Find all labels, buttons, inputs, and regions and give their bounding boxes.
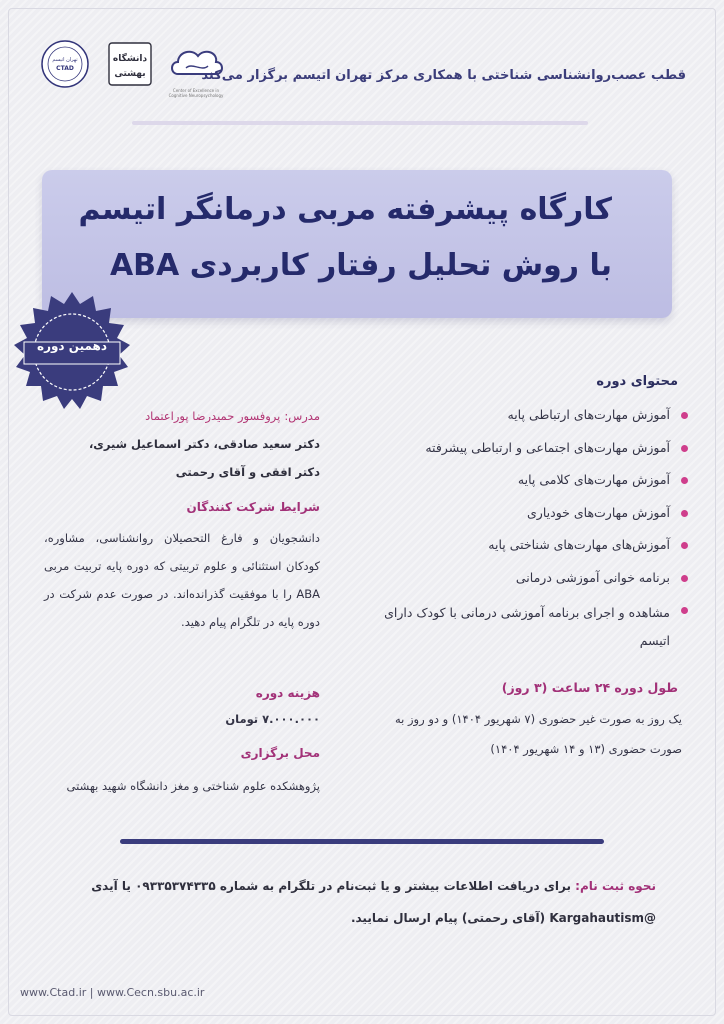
teacher-main: پروفسور حمیدرضا پوراعتماد: [145, 409, 281, 423]
conditions-heading: شرایط شرکت کنندگان: [186, 500, 320, 514]
teacher-line-3: دکتر افقی و آقای رحمتی: [175, 465, 320, 479]
course-item-text: آموزش مهارت‌های اجتماعی و ارتباطی پیشرفته: [425, 439, 670, 455]
title-band: [42, 170, 672, 318]
teacher-block: [44, 402, 320, 486]
bullet-dot-icon: [681, 542, 688, 549]
cecn-logo-caption: Center of Excellence in Cognitive Neuropsychology: [168, 88, 224, 98]
teacher-line-2: دکتر سعید صادقی، دکتر اسماعیل شیری،: [88, 437, 320, 451]
course-item-text: آموزش مهارت‌های ارتباطی پایه: [507, 407, 670, 422]
workshop-title-line-1: کارگاه پیشرفته مربی درمانگر اتیسم: [78, 192, 612, 227]
venue-heading: محل برگزاری: [240, 746, 320, 760]
bullet-dot-icon: [681, 445, 688, 452]
list-item: [368, 599, 688, 655]
registration-block: [40, 870, 656, 934]
registration-label: نحوه ثبت نام:: [575, 879, 656, 893]
list-item: [368, 502, 688, 535]
list-item: [368, 404, 688, 437]
bullet-dot-icon: [681, 575, 688, 582]
bullet-dot-icon: [681, 477, 688, 484]
edition-badge-label: دهمین دوره: [36, 339, 107, 353]
ctad-logo-line1: تهران اتیسم: [52, 57, 78, 63]
sbu-emblem-icon: [105, 40, 155, 88]
list-item: [368, 534, 688, 567]
venue-text: پژوهشکده علوم شناختی و مغز دانشگاه شهید بهشتی: [66, 779, 320, 793]
sbu-logo-line1: دانشگاه: [112, 54, 148, 64]
sbu-logo: [104, 40, 156, 88]
ctad-logo: [40, 40, 90, 88]
course-item-text: آموزش مهارت‌های کلامی پایه: [517, 472, 670, 487]
list-item: [368, 567, 688, 600]
course-item-text: برنامه خوانی آموزشی درمانی: [515, 569, 670, 585]
section-divider: [120, 839, 604, 844]
workshop-title-line-2: با روش تحلیل رفتار کاربردی ABA: [109, 248, 612, 283]
teacher-label: مدرس:: [284, 409, 320, 423]
course-content-heading: محتوای دوره: [596, 374, 678, 389]
duration-heading: طول دوره ۲۴ ساعت (۳ روز): [501, 680, 678, 695]
cost-heading: هزینه دوره: [255, 686, 320, 700]
footer-links[interactable]: www.Ctad.ir | www.Cecn.sbu.ac.ir: [20, 986, 205, 999]
list-item: [368, 437, 688, 470]
ctad-logo-line2: CTAD: [56, 65, 74, 72]
list-item: [368, 469, 688, 502]
registration-text: برای دریافت اطلاعات بیشتر و یا ثبت‌نام در تلگرام به شماره ۰۹۳۳۵۳۷۴۳۳۵ یا آیدی @Kargahautism (آقای رحمتی) پیام ارسال نمایید.: [91, 879, 656, 925]
header-divider: [132, 121, 588, 125]
course-item-text: مشاهده و اجرای برنامه آموزشی درمانی با کودک دارای اتیسم: [384, 605, 670, 648]
cost-value: ۷.۰۰۰.۰۰۰ تومان: [225, 712, 320, 726]
ctad-seal-icon: [40, 39, 90, 89]
course-item-text: آموزش مهارت‌های خودیاری: [527, 504, 670, 520]
bullet-dot-icon: [681, 412, 688, 419]
course-item-text: آموزش‌های مهارت‌های شناختی پایه: [488, 537, 670, 552]
duration-text: یک روز به صورت غیر حضوری (۷ شهریور ۱۴۰۴) و دو روز به صورت حضوری (۱۳ و ۱۴ شهریور ۱۴۰۴): [394, 712, 682, 756]
conditions-text: دانشجویان و فارغ التحصیلان روانشناسی، مشاوره، کودکان استثنائی و علوم تربیتی که دوره پایه تربیت مربی ABA را با موفقیت گذرانده‌اند. در صورت عدم شرکت در دوره پایه در تلگرام پیام دهید.: [44, 531, 320, 629]
bullet-dot-icon: [681, 510, 688, 517]
course-content-list: [368, 404, 688, 655]
teacher-line-1: [44, 402, 320, 430]
organizer-text: قطب عصب‌روانشناسی شناختی با همکاری مرکز تهران اتیسم برگزار می‌کند: [201, 68, 686, 83]
sbu-logo-line2: بهشتی: [114, 69, 146, 79]
bullet-dot-icon: [681, 607, 688, 614]
